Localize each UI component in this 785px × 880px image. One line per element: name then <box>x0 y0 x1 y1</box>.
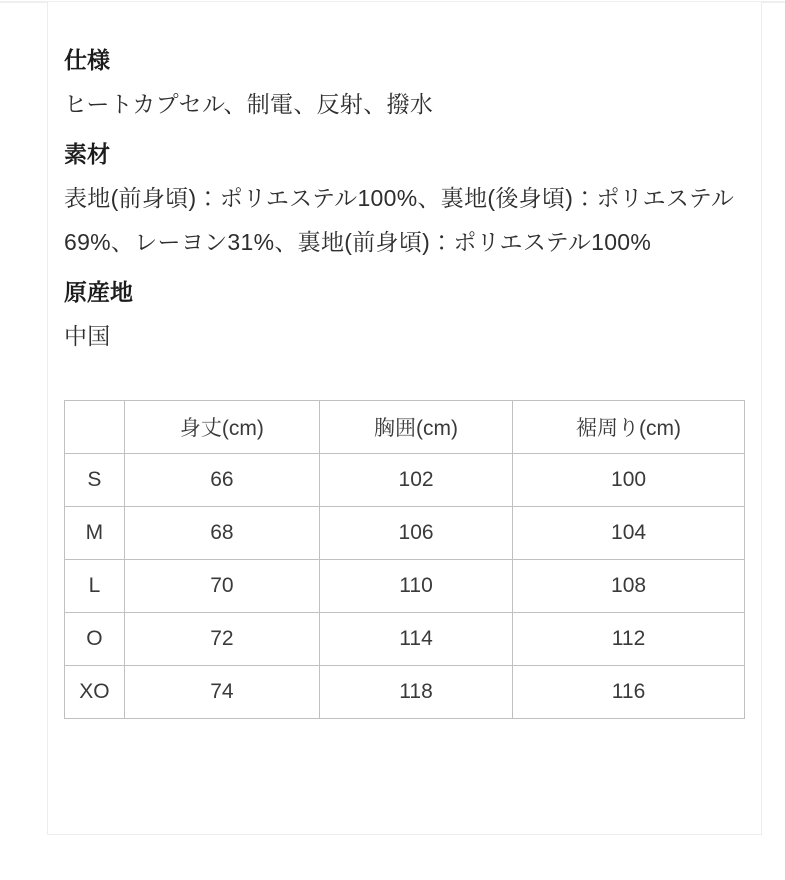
size-value-cell: 74 <box>124 666 319 719</box>
size-value-cell: 110 <box>319 560 512 613</box>
origin-section <box>64 270 745 358</box>
size-table-row-M <box>65 507 745 560</box>
size-table-column-header: 胸囲(cm) <box>319 401 512 454</box>
size-label: L <box>65 560 125 613</box>
origin-section-text: 中国 <box>64 323 111 349</box>
size-table-body <box>65 454 745 719</box>
material-section-text: 表地(前身頃)：ポリエステル100%、裏地(後身頃)：ポリエステル69%、レーヨン31%、裏地(前身頃)：ポリエステル100% <box>64 185 735 255</box>
size-value-cell: 102 <box>319 454 512 507</box>
size-table-corner-cell <box>65 401 125 454</box>
size-label: O <box>65 613 125 666</box>
size-table-row-O <box>65 613 745 666</box>
size-value-cell: 112 <box>513 613 745 666</box>
size-value-cell: 68 <box>124 507 319 560</box>
size-label: XO <box>65 666 125 719</box>
size-value-cell: 118 <box>319 666 512 719</box>
size-value-cell: 70 <box>124 560 319 613</box>
material-section-title: 素材 <box>64 141 110 167</box>
size-table-row-L <box>65 560 745 613</box>
size-value-cell: 114 <box>319 613 512 666</box>
size-value-cell: 116 <box>513 666 745 719</box>
size-table-row-XO <box>65 666 745 719</box>
size-value-cell: 66 <box>124 454 319 507</box>
spec-section <box>64 38 745 126</box>
spec-section-text: ヒートカプセル、制電、反射、撥水 <box>64 91 434 117</box>
size-table-column-header: 裾周り(cm) <box>513 401 745 454</box>
origin-section-title: 原産地 <box>64 279 133 305</box>
size-value-cell: 106 <box>319 507 512 560</box>
product-spec-panel <box>47 2 762 835</box>
size-value-cell: 108 <box>513 560 745 613</box>
size-table <box>64 400 745 719</box>
size-label: S <box>65 454 125 507</box>
material-section <box>64 132 745 264</box>
size-value-cell: 104 <box>513 507 745 560</box>
size-table-header-row <box>65 401 745 454</box>
size-value-cell: 100 <box>513 454 745 507</box>
size-table-column-header: 身丈(cm) <box>124 401 319 454</box>
size-value-cell: 72 <box>124 613 319 666</box>
spec-section-title: 仕様 <box>64 47 110 73</box>
size-table-row-S <box>65 454 745 507</box>
size-label: M <box>65 507 125 560</box>
